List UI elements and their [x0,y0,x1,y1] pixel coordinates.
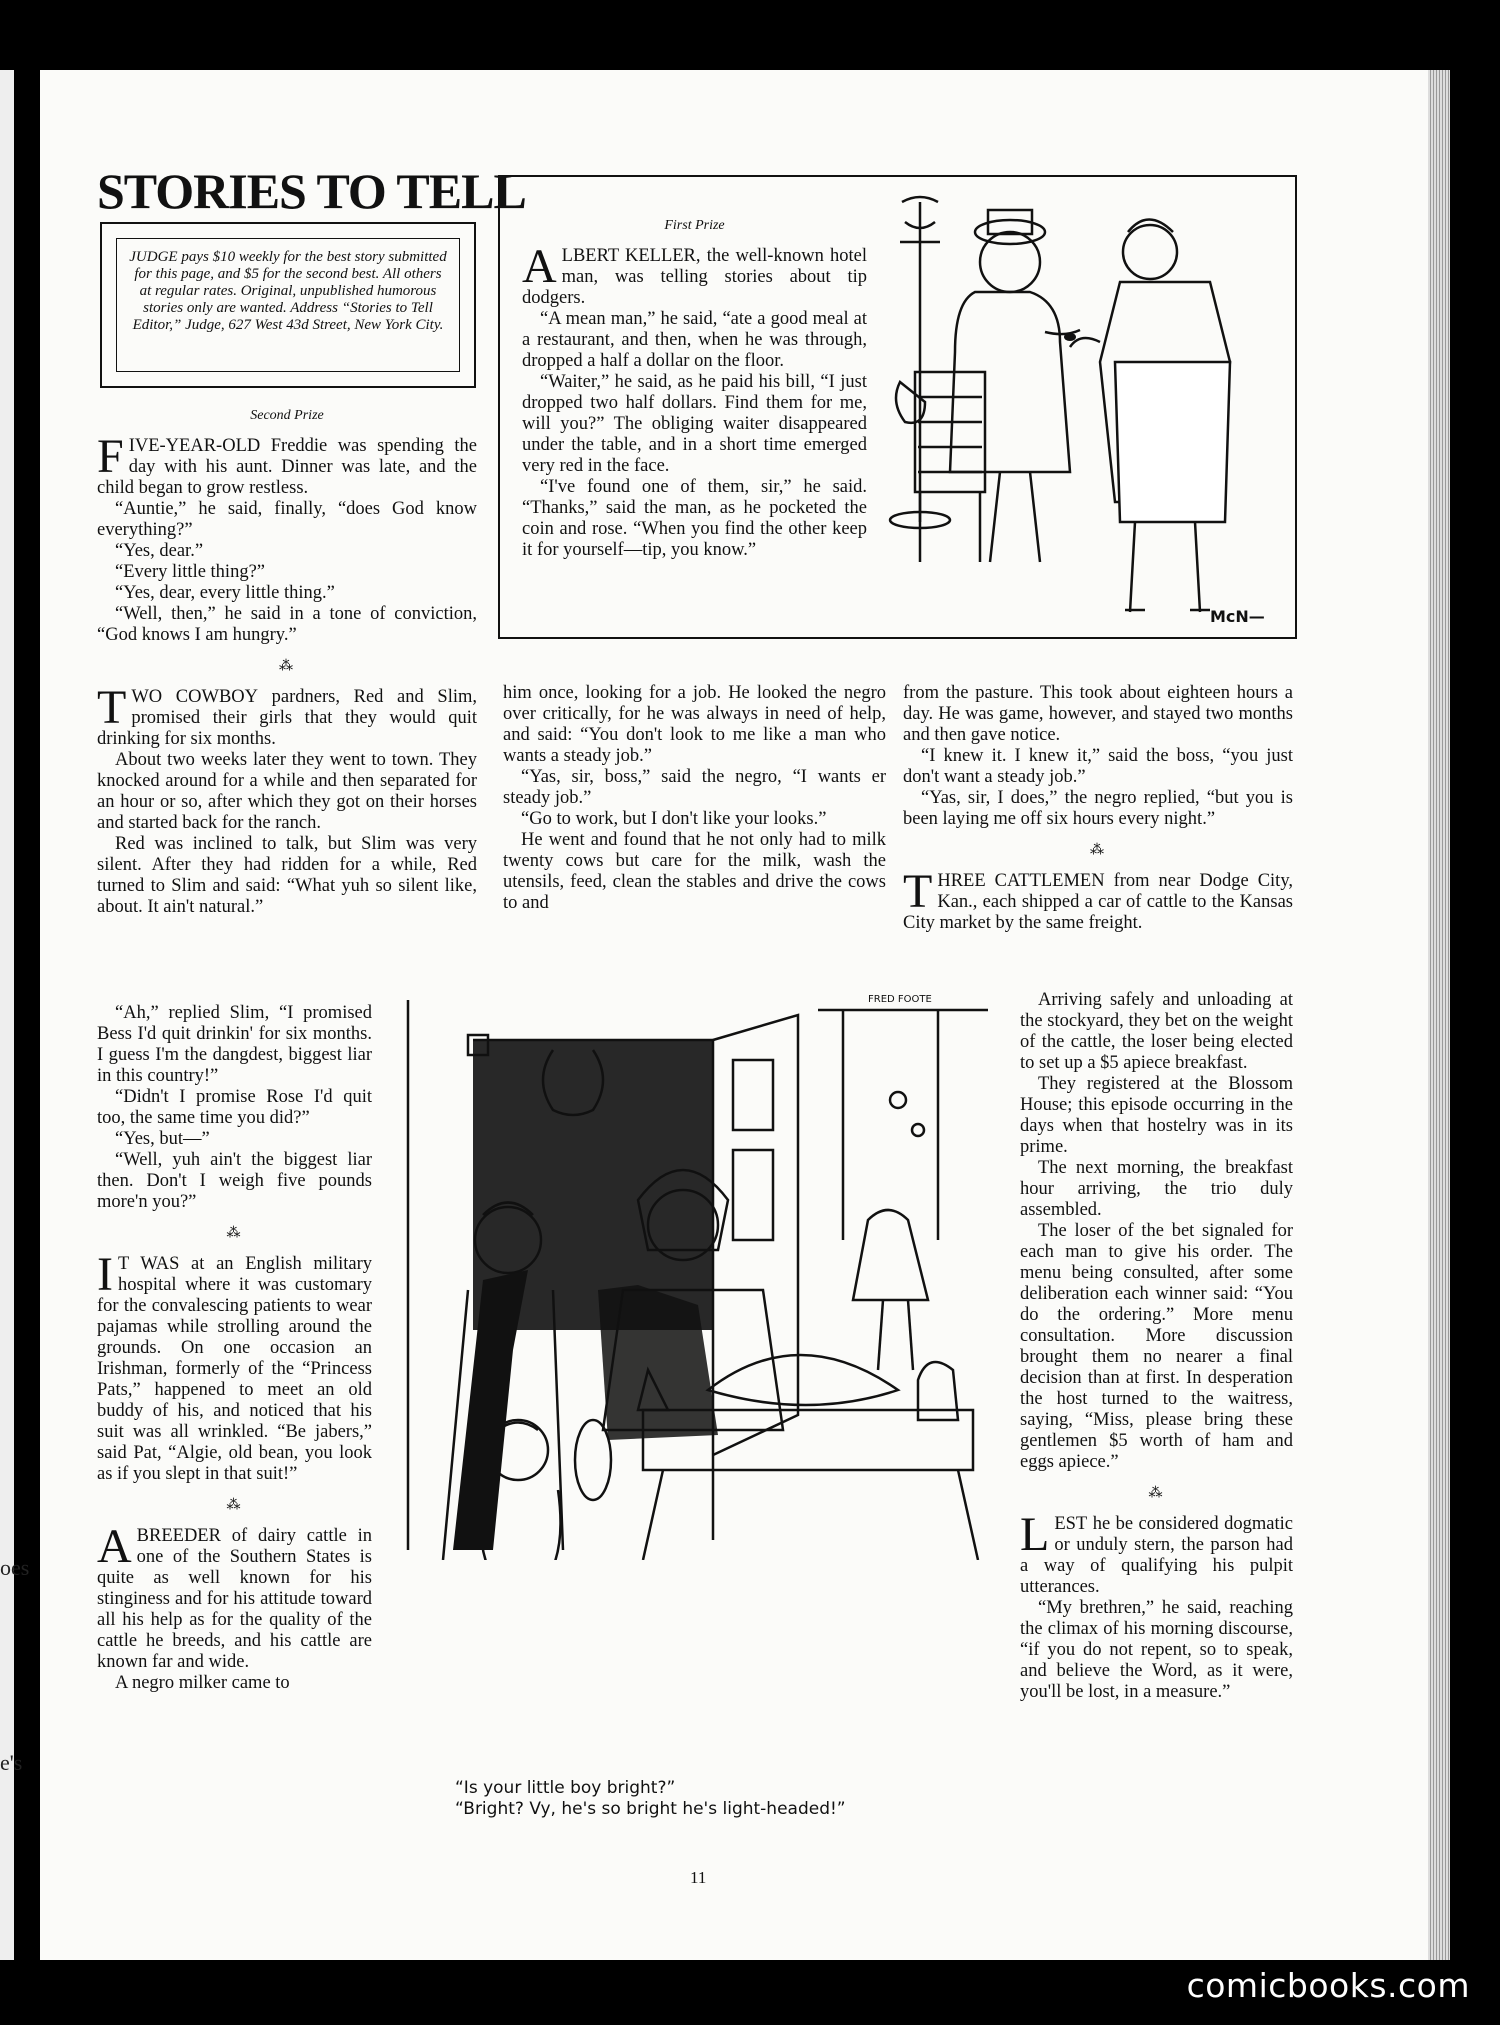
column-2 [503,683,886,914]
story-paragraph: “I've found one of them, sir,” he said. “Thanks,” said the man, as he pocketed the coin and rose. “When you find the other keep it for yourself—tip, you know.” [522,477,867,560]
story-paragraph: “Well, then,” he said in a tone of conviction, “God knows I am hungry.” [97,604,477,645]
story-paragraph: THREE CATTLEMEN from near Dodge City, Kan., each shipped a car of cattle to the Kansas City market by the same freight. [903,865,1293,933]
page-stack-edge [1428,70,1450,1960]
story-paragraph: He went and found that he not only had to milk twenty cows but care for the milk, wash the utensils, feed, clean the stables and drive the cows to and [503,830,886,913]
waiter-illustration [880,182,1280,632]
notice-text: JUDGE pays $10 weekly for the best story submitted for this page, and $5 for the second best. All others at regular rates. Original, unpublished humorous stories only are wanted. Address “Stories to Tell Editor,” Judge, 627 West 43d Street, New York City. [116,238,460,372]
first-prize-story [522,215,867,561]
separator: ⁂ [226,1498,243,1513]
story-paragraph: “My brethren,” he said, reaching the climax of his morning discourse, “if you do not repent, so to speak, and believe the Word, as it were, you'll be lost, in a measure.” [1020,1598,1293,1702]
second-prize-label: Second Prize [250,408,324,423]
drop-cap: T [97,681,127,734]
story-paragraph: The loser of the bet signaled for each man to give his order. The menu being consulted, after some deliberation each winner said: “You do the ordering.” More menu consultation. More discussion brought them no nearer a final decision than at first. In desperation the host turned to the waitress, saying, “Miss, please bring these gentlemen $5 worth of ham and eggs apiece.” [1020,1221,1293,1472]
separator: ⁂ [1090,843,1106,858]
drop-cap: L [1020,1508,1050,1561]
story-paragraph: “Yas, sir, I does,” the negro replied, “but you is been laying me off six hours every night.” [903,788,1293,829]
drop-cap: I [97,1248,113,1301]
prev-page-fragment: e's [0,1750,23,1775]
story-paragraph: About two weeks later they went to town. They knocked around for a while and then separated for an hour or so, after which they got on their horses and started back for the ranch. [97,750,477,833]
story-paragraph: ALBERT KELLER, the well-known hotel man, was telling stories about tip dodgers. [522,240,867,308]
prev-page-fragment: oes [0,1555,30,1580]
story-paragraph: “A mean man,” he said, “ate a good meal at a restaurant, and then, when he was through, dropped a half a dollar on the floor. [522,309,867,371]
story-paragraph: from the pasture. This took about eighteen hours a day. He was game, however, and stayed two months and then gave notice. [903,683,1293,745]
story-paragraph: Arriving safely and unloading at the stockyard, they bet on the weight of the cattle, the loser being elected to set up a $5 apiece breakfast. [1020,990,1293,1073]
story-paragraph: TWO COWBOY pardners, Red and Slim, promised their girls that they would quit drinking for six months. [97,681,477,749]
drop-cap: A [522,240,557,293]
artist-signature: McN— [1210,607,1265,626]
story-paragraph: “Didn't I promise Rose I'd quit too, the same time you did?” [97,1087,372,1128]
story-paragraph: The next morning, the breakfast hour arriving, the trio duly assembled. [1020,1158,1293,1220]
site-watermark: comicbooks.com [1186,1966,1470,2005]
column-1 [97,405,477,918]
separator: ⁂ [1148,1486,1165,1501]
artist-signature: FRED FOOTE [868,994,932,1005]
drop-cap: F [97,430,124,483]
story-paragraph: “Yes, dear.” [115,541,204,561]
family-illustration [398,990,998,1560]
story-paragraph: “Yes, dear, every little thing.” [115,583,335,603]
story-paragraph: “Yas, sir, boss,” said the negro, “I wants er steady job.” [503,767,886,808]
page-title: STORIES TO TELL [97,163,526,219]
column-1-narrow [97,1003,372,1694]
caption-line: “Is your little boy bright?” [455,1778,676,1798]
first-prize-label: First Prize [664,218,725,233]
notice-box [100,222,476,388]
previous-page-edge [0,70,14,1960]
caption-line: “Bright? Vy, he's so bright he's light-headed!” [455,1799,846,1819]
story-paragraph: “Every little thing?” [115,562,265,582]
story-paragraph: A negro milker came to [115,1673,290,1693]
story-paragraph: “Ah,” replied Slim, “I promised Bess I'd quit drinkin' for six months. I guess I'm the dangdest, biggest liar in this country!” [97,1003,372,1086]
story-paragraph: I T WAS at an English military hospital where it was customary for the convalescing patients to wear pajamas while strolling around the grounds. On one occasion an Irishman, formerly of the “Princess Pats,” happened to meet an old buddy of his, and noticed that his suit was all wrinkled. “Be jabers,” said Pat, “Algie, old bean, you look as if you slept in that suit!” [97,1248,372,1484]
separator: ⁂ [279,659,295,674]
drop-cap: A [97,1520,132,1573]
story-paragraph: “Auntie,” he said, finally, “does God know everything?” [97,499,477,540]
story-paragraph: him once, looking for a job. He looked the negro over critically, for he was always in need of help, and said: “You don't look to me like a man who wants a steady job.” [503,683,886,766]
story-paragraph: “I knew it. I knew it,” said the boss, “you just don't want a steady job.” [903,746,1293,787]
story-paragraph: “Yes, but—” [115,1129,210,1149]
story-paragraph: “Waiter,” he said, as he paid his bill, “I just dropped two half dollars. Find them for me, will you?” The obliging waiter disappeared under the table, and in a short time emerged very red in the face. [522,372,867,476]
cartoon-caption [455,1778,846,1820]
story-paragraph: Red was inclined to talk, but Slim was very silent. After they had ridden for a while, Red turned to Slim and said: “What yuh so silent like, about. It ain't natural.” [97,834,477,917]
column-3-narrow [1020,990,1293,1703]
page-number: 11 [690,1868,707,1887]
separator: ⁂ [226,1226,243,1241]
story-paragraph: A BREEDER of dairy cattle in one of the Southern States is quite as well known for his stinginess and for his attitude toward all his help as for the quality of the cattle he breeds, and his cattle are known far and wide. [97,1520,372,1672]
story-paragraph: “Well, yuh ain't the biggest liar then. Don't I weigh five pounds more'n you?” [97,1150,372,1212]
drop-cap: T [903,865,933,918]
story-paragraph: FIVE-YEAR-OLD Freddie was spending the day with his aunt. Dinner was late, and the child began to grow restless. [97,430,477,498]
column-3-top [903,683,1293,934]
story-paragraph: “Go to work, but I don't like your looks.” [521,809,827,829]
story-paragraph: They registered at the Blossom House; this episode occurring in the days when that hostelry was in its prime. [1020,1074,1293,1157]
story-paragraph: LEST he be considered dogmatic or unduly stern, the parson had a way of qualifying his pulpit utterances. [1020,1508,1293,1597]
